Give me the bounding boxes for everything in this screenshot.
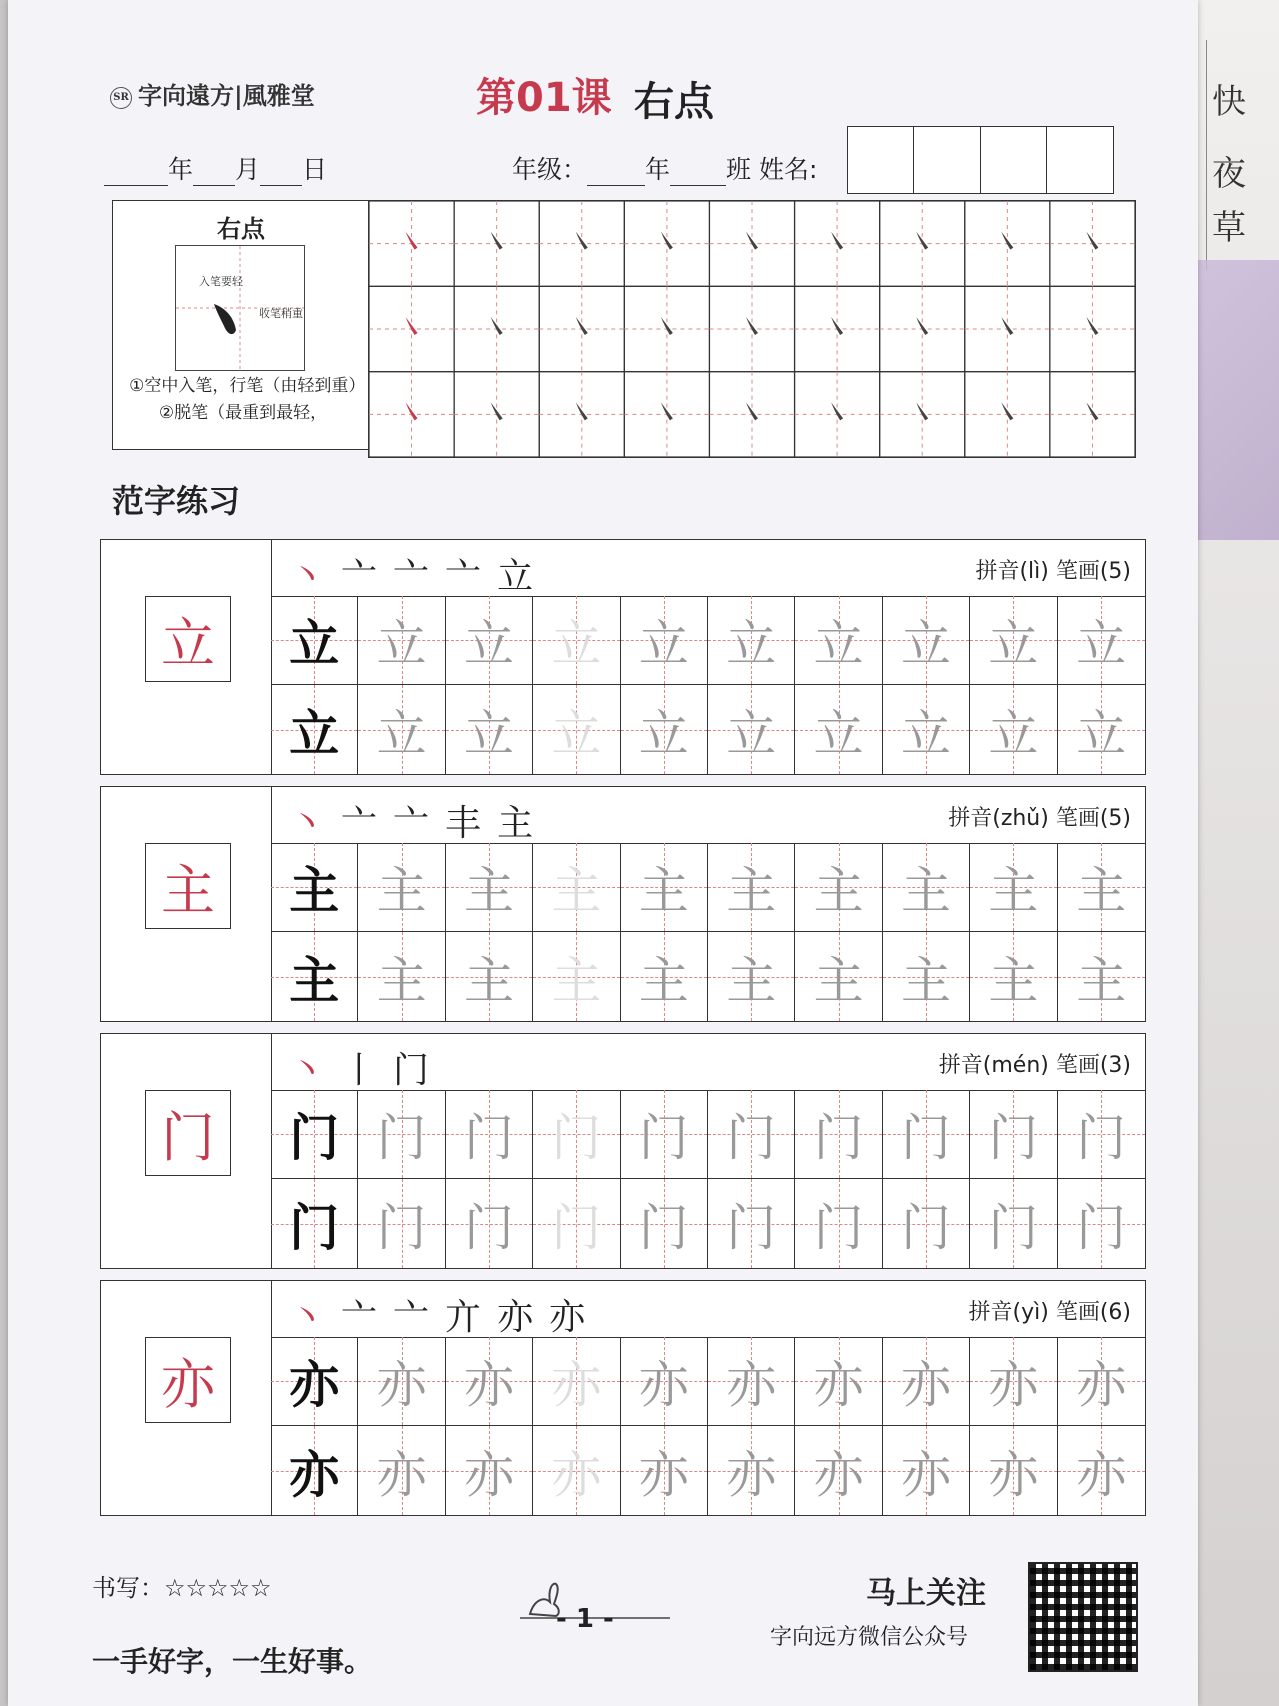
practice-char: 立 (813, 704, 864, 763)
practice-char: 门 (376, 1198, 427, 1257)
stroke-description: ①空中入笔，行笔（由轻到重）②脱笔（最重到最轻， (129, 376, 357, 423)
stroke-step: 门 (393, 1050, 430, 1091)
practice-cell[interactable] (970, 1090, 1057, 1179)
practice-char: 主 (988, 951, 1039, 1010)
grade-blank[interactable] (587, 159, 645, 186)
stroke-practice-grid[interactable] (368, 200, 1136, 458)
practice-char: 主 (289, 950, 340, 1010)
practice-cell[interactable] (533, 596, 620, 685)
practice-char: 门 (638, 1109, 689, 1167)
practice-cell[interactable] (795, 1337, 882, 1426)
model-char: 门 (145, 1090, 231, 1176)
grade-line (512, 150, 817, 186)
writing-rating[interactable]: 书写：☆☆☆☆☆ (92, 1574, 272, 1602)
stroke-step: 亠 (393, 556, 430, 597)
practice-char: 主 (1076, 862, 1127, 920)
practice-char: 亦 (638, 1445, 689, 1504)
stroke-step: 丰 (445, 803, 482, 844)
model-char-panel (101, 540, 272, 774)
practice-char: 门 (463, 1109, 514, 1167)
practice-cell[interactable] (883, 932, 970, 1021)
practice-cell[interactable] (621, 1090, 708, 1179)
background-object (1198, 260, 1279, 540)
practice-cell[interactable] (271, 685, 358, 774)
practice-cell[interactable] (446, 843, 533, 932)
practice-char: 主 (638, 862, 689, 920)
stroke-order-sequence (289, 548, 533, 599)
practice-cell[interactable] (708, 1426, 795, 1515)
practice-cell[interactable] (708, 1090, 795, 1179)
practice-block (100, 1280, 1146, 1516)
practice-char: 主 (551, 951, 602, 1010)
page-number: - 1 - (556, 1604, 614, 1634)
practice-char: 门 (900, 1109, 951, 1167)
stroke-step: 立 (497, 556, 534, 597)
practice-char: 门 (551, 1109, 602, 1167)
lesson-number: 第01课 (476, 75, 612, 121)
practice-cell[interactable] (883, 843, 970, 932)
practice-char: 主 (726, 862, 777, 920)
practice-char: 立 (726, 704, 777, 763)
practice-char: 亦 (638, 1356, 689, 1414)
practice-char: 主 (551, 862, 602, 920)
stroke-step: 亦 (549, 1297, 586, 1338)
section-title: 范字练习 (112, 482, 241, 520)
practice-cell[interactable] (621, 1179, 708, 1268)
model-char: 立 (145, 596, 231, 682)
stroke-step: 亦 (497, 1297, 534, 1338)
practice-char: 立 (551, 704, 602, 763)
practice-cell[interactable] (970, 685, 1057, 774)
practice-cells (271, 1090, 1145, 1268)
practice-cell[interactable] (708, 596, 795, 685)
stroke-practice-svg (369, 201, 1135, 457)
name-box[interactable] (1046, 126, 1114, 194)
practice-cell[interactable] (970, 843, 1057, 932)
practice-cells (271, 843, 1145, 1021)
practice-char: 亦 (463, 1445, 514, 1504)
model-char: 亦 (145, 1337, 231, 1423)
practice-char: 主 (376, 951, 427, 1010)
pinyin-stroke-count: 拼音(lì) 笔画(5) (975, 559, 1131, 584)
practice-cell[interactable] (795, 1179, 882, 1268)
stroke-step: 主 (497, 803, 534, 844)
model-char: 主 (145, 843, 231, 929)
practice-char: 门 (988, 1109, 1039, 1167)
stroke-order-sequence (289, 1042, 429, 1093)
practice-cell[interactable] (708, 1337, 795, 1426)
practice-cell[interactable] (271, 1179, 358, 1268)
class-blank[interactable] (670, 159, 726, 186)
year-label: 年 (168, 155, 194, 184)
stroke-note-end: 收笔稍重 (259, 307, 303, 320)
brand-logo (110, 76, 315, 111)
practice-char: 亦 (1076, 1445, 1127, 1504)
practice-cell[interactable] (446, 596, 533, 685)
practice-cell[interactable] (1058, 596, 1145, 685)
practice-char: 亦 (551, 1356, 602, 1414)
stroke-step: 亠 (393, 803, 430, 844)
practice-cell[interactable] (271, 1426, 358, 1515)
practice-cell[interactable] (446, 1337, 533, 1426)
practice-char: 亦 (551, 1445, 602, 1504)
practice-char: 门 (813, 1109, 864, 1167)
practice-cell[interactable] (970, 932, 1057, 1021)
stroke-order-header (271, 1034, 1145, 1091)
practice-cell[interactable] (970, 1179, 1057, 1268)
practice-char: 立 (463, 704, 514, 763)
stroke-demo-title: 右点 (217, 215, 265, 243)
practice-char: 主 (376, 862, 427, 920)
practice-char: 亦 (463, 1356, 514, 1414)
practice-cell[interactable] (358, 1179, 445, 1268)
pinyin-stroke-count: 拼音(mén) 笔画(3) (938, 1053, 1131, 1078)
stroke-step: 丨 (341, 1050, 378, 1091)
practice-cell[interactable] (621, 1426, 708, 1515)
background-char: 夜 (1212, 154, 1246, 194)
date-line (104, 150, 327, 186)
practice-char: 主 (463, 862, 514, 920)
stroke-order-sequence (289, 795, 533, 846)
practice-cell[interactable] (533, 1426, 620, 1515)
practice-cell[interactable] (708, 685, 795, 774)
practice-char: 亦 (1076, 1356, 1127, 1414)
practice-cell[interactable] (883, 685, 970, 774)
practice-char: 亦 (376, 1445, 427, 1504)
practice-block (100, 539, 1146, 775)
practice-cell[interactable] (1058, 685, 1145, 774)
practice-cell[interactable] (446, 685, 533, 774)
class-name-label: 班 姓名: (726, 155, 818, 184)
practice-char: 门 (289, 1108, 340, 1167)
practice-cell[interactable] (1058, 1090, 1145, 1179)
practice-cell[interactable] (358, 685, 445, 774)
practice-char: 亦 (900, 1356, 951, 1414)
stroke-step: 丶 (289, 1297, 326, 1338)
practice-char: 主 (900, 951, 951, 1010)
background-char: 草 (1212, 208, 1246, 248)
practice-cell[interactable] (358, 1426, 445, 1515)
grade-year-label: 年 (645, 155, 671, 184)
practice-cell[interactable] (271, 1090, 358, 1179)
practice-char: 立 (988, 704, 1039, 763)
stroke-note-start: 入笔要轻 (199, 275, 243, 288)
practice-char: 门 (1076, 1198, 1127, 1257)
practice-cell[interactable] (621, 596, 708, 685)
name-box[interactable] (847, 126, 915, 194)
pinyin-stroke-count: 拼音(zhǔ) 笔画(5) (948, 806, 1131, 831)
practice-cell[interactable] (1058, 1426, 1145, 1515)
practice-char: 主 (813, 951, 864, 1010)
stroke-step: 丶 (289, 803, 326, 844)
practice-char: 立 (289, 703, 340, 763)
practice-char: 门 (726, 1198, 777, 1257)
practice-cell[interactable] (970, 596, 1057, 685)
practice-cell[interactable] (358, 843, 445, 932)
practice-char: 立 (463, 615, 514, 673)
practice-char: 亦 (289, 1444, 340, 1504)
practice-cell[interactable] (271, 596, 358, 685)
practice-cell[interactable] (271, 843, 358, 932)
model-char-panel (101, 787, 272, 1021)
practice-cell[interactable] (1058, 932, 1145, 1021)
practice-block (100, 786, 1146, 1022)
practice-char: 立 (376, 704, 427, 763)
practice-cell[interactable] (533, 1337, 620, 1426)
practice-cell[interactable] (446, 1090, 533, 1179)
practice-char: 立 (1076, 704, 1127, 763)
practice-cells (271, 1337, 1145, 1515)
practice-char: 门 (726, 1109, 777, 1167)
practice-cell[interactable] (883, 1426, 970, 1515)
practice-cell[interactable] (621, 685, 708, 774)
practice-char: 门 (638, 1198, 689, 1257)
practice-cell[interactable] (358, 932, 445, 1021)
model-char-panel (101, 1281, 272, 1515)
practice-char: 门 (900, 1198, 951, 1257)
practice-char: 亦 (289, 1355, 340, 1414)
year-blank[interactable] (104, 159, 168, 186)
practice-cell[interactable] (708, 1179, 795, 1268)
stroke-step: 亠 (445, 556, 482, 597)
practice-cell[interactable] (1058, 843, 1145, 932)
practice-cell[interactable] (358, 596, 445, 685)
practice-cell[interactable] (446, 932, 533, 1021)
stroke-order-header (271, 540, 1145, 597)
practice-cell[interactable] (533, 932, 620, 1021)
practice-char: 门 (988, 1198, 1039, 1257)
stroke-step: 丶 (289, 1050, 326, 1091)
pinyin-stroke-count: 拼音(yì) 笔画(6) (968, 1300, 1131, 1325)
practice-char: 主 (463, 951, 514, 1010)
name-box[interactable] (980, 126, 1048, 194)
practice-char: 立 (551, 615, 602, 673)
motto: 一手好字，一生好事。 (92, 1645, 373, 1678)
stroke-order-sequence (289, 1289, 585, 1340)
practice-cell[interactable] (446, 1426, 533, 1515)
wechat-label: 字向远方微信公众号 (770, 1625, 969, 1650)
name-box[interactable] (913, 126, 981, 194)
practice-cell[interactable] (970, 1426, 1057, 1515)
practice-cell[interactable] (271, 932, 358, 1021)
practice-char: 主 (638, 951, 689, 1010)
stroke-order-header (271, 787, 1145, 844)
practice-cell[interactable] (271, 1337, 358, 1426)
practice-char: 主 (988, 862, 1039, 920)
name-boxes[interactable] (848, 126, 1114, 194)
practice-cell[interactable] (795, 1426, 882, 1515)
month-label: 月 (235, 155, 261, 184)
practice-cell[interactable] (883, 1090, 970, 1179)
practice-char: 亦 (813, 1445, 864, 1504)
practice-cell[interactable] (446, 1179, 533, 1268)
practice-cells (271, 596, 1145, 774)
practice-char: 立 (900, 615, 951, 673)
grade-label: 年级： (512, 155, 588, 184)
practice-cell[interactable] (533, 685, 620, 774)
practice-cell[interactable] (883, 1179, 970, 1268)
stroke-step: 亠 (341, 1297, 378, 1338)
worksheet (8, 0, 1198, 1706)
practice-char: 亦 (813, 1356, 864, 1414)
practice-char: 立 (988, 615, 1039, 673)
stroke-demo-panel (112, 200, 370, 450)
practice-cell[interactable] (1058, 1179, 1145, 1268)
brand-name: 字向遠方|風雅堂 (138, 81, 315, 110)
practice-char: 门 (376, 1109, 427, 1167)
practice-char: 主 (726, 951, 777, 1010)
practice-char: 亦 (988, 1445, 1039, 1504)
practice-char: 亦 (376, 1356, 427, 1414)
practice-char: 立 (638, 615, 689, 673)
practice-char: 门 (551, 1198, 602, 1257)
practice-cell[interactable] (970, 1337, 1057, 1426)
practice-char: 立 (900, 704, 951, 763)
practice-cell[interactable] (533, 843, 620, 932)
practice-cell[interactable] (795, 596, 882, 685)
background-char: 快 (1212, 82, 1246, 122)
practice-cell[interactable] (533, 1090, 620, 1179)
practice-cell[interactable] (708, 843, 795, 932)
practice-char: 亦 (988, 1356, 1039, 1414)
practice-cell[interactable] (795, 1090, 882, 1179)
practice-char: 主 (1076, 951, 1127, 1010)
practice-char: 立 (376, 615, 427, 673)
practice-char: 立 (289, 614, 340, 673)
month-blank[interactable] (193, 159, 235, 186)
practice-cell[interactable] (708, 932, 795, 1021)
practice-char: 立 (638, 704, 689, 763)
qr-code-icon[interactable] (1028, 1562, 1138, 1672)
stroke-step: 亣 (445, 1297, 482, 1338)
practice-char: 立 (813, 615, 864, 673)
practice-char: 主 (813, 862, 864, 920)
practice-cell[interactable] (358, 1090, 445, 1179)
practice-char: 主 (289, 861, 340, 920)
practice-char: 主 (900, 862, 951, 920)
practice-char: 立 (726, 615, 777, 673)
practice-cell[interactable] (621, 843, 708, 932)
stroke-step: 亠 (341, 556, 378, 597)
practice-char: 亦 (900, 1445, 951, 1504)
practice-cell[interactable] (358, 1337, 445, 1426)
practice-cell[interactable] (795, 843, 882, 932)
practice-cell[interactable] (795, 685, 882, 774)
lesson-title: 右点 (634, 79, 714, 125)
brand-badge: SR (110, 87, 132, 109)
practice-char: 立 (1076, 615, 1127, 673)
practice-cell[interactable] (621, 1337, 708, 1426)
practice-char: 门 (463, 1198, 514, 1257)
practice-cell[interactable] (795, 932, 882, 1021)
practice-char: 亦 (726, 1356, 777, 1414)
practice-cell[interactable] (883, 596, 970, 685)
background-desk (1198, 0, 1279, 1706)
model-char-panel (101, 1034, 272, 1268)
stroke-order-header (271, 1281, 1145, 1338)
practice-char: 门 (1076, 1109, 1127, 1167)
stroke-step: 亠 (341, 803, 378, 844)
practice-cell[interactable] (1058, 1337, 1145, 1426)
follow-label: 马上关注 (866, 1576, 986, 1611)
stroke-step: 亠 (393, 1297, 430, 1338)
practice-cell[interactable] (533, 1179, 620, 1268)
practice-char: 门 (289, 1197, 340, 1257)
practice-char: 亦 (726, 1445, 777, 1504)
practice-cell[interactable] (621, 932, 708, 1021)
day-blank[interactable] (260, 159, 302, 186)
practice-block (100, 1033, 1146, 1269)
stroke-step: 丶 (289, 556, 326, 597)
practice-cell[interactable] (883, 1337, 970, 1426)
practice-char: 门 (813, 1198, 864, 1257)
day-label: 日 (302, 155, 328, 184)
